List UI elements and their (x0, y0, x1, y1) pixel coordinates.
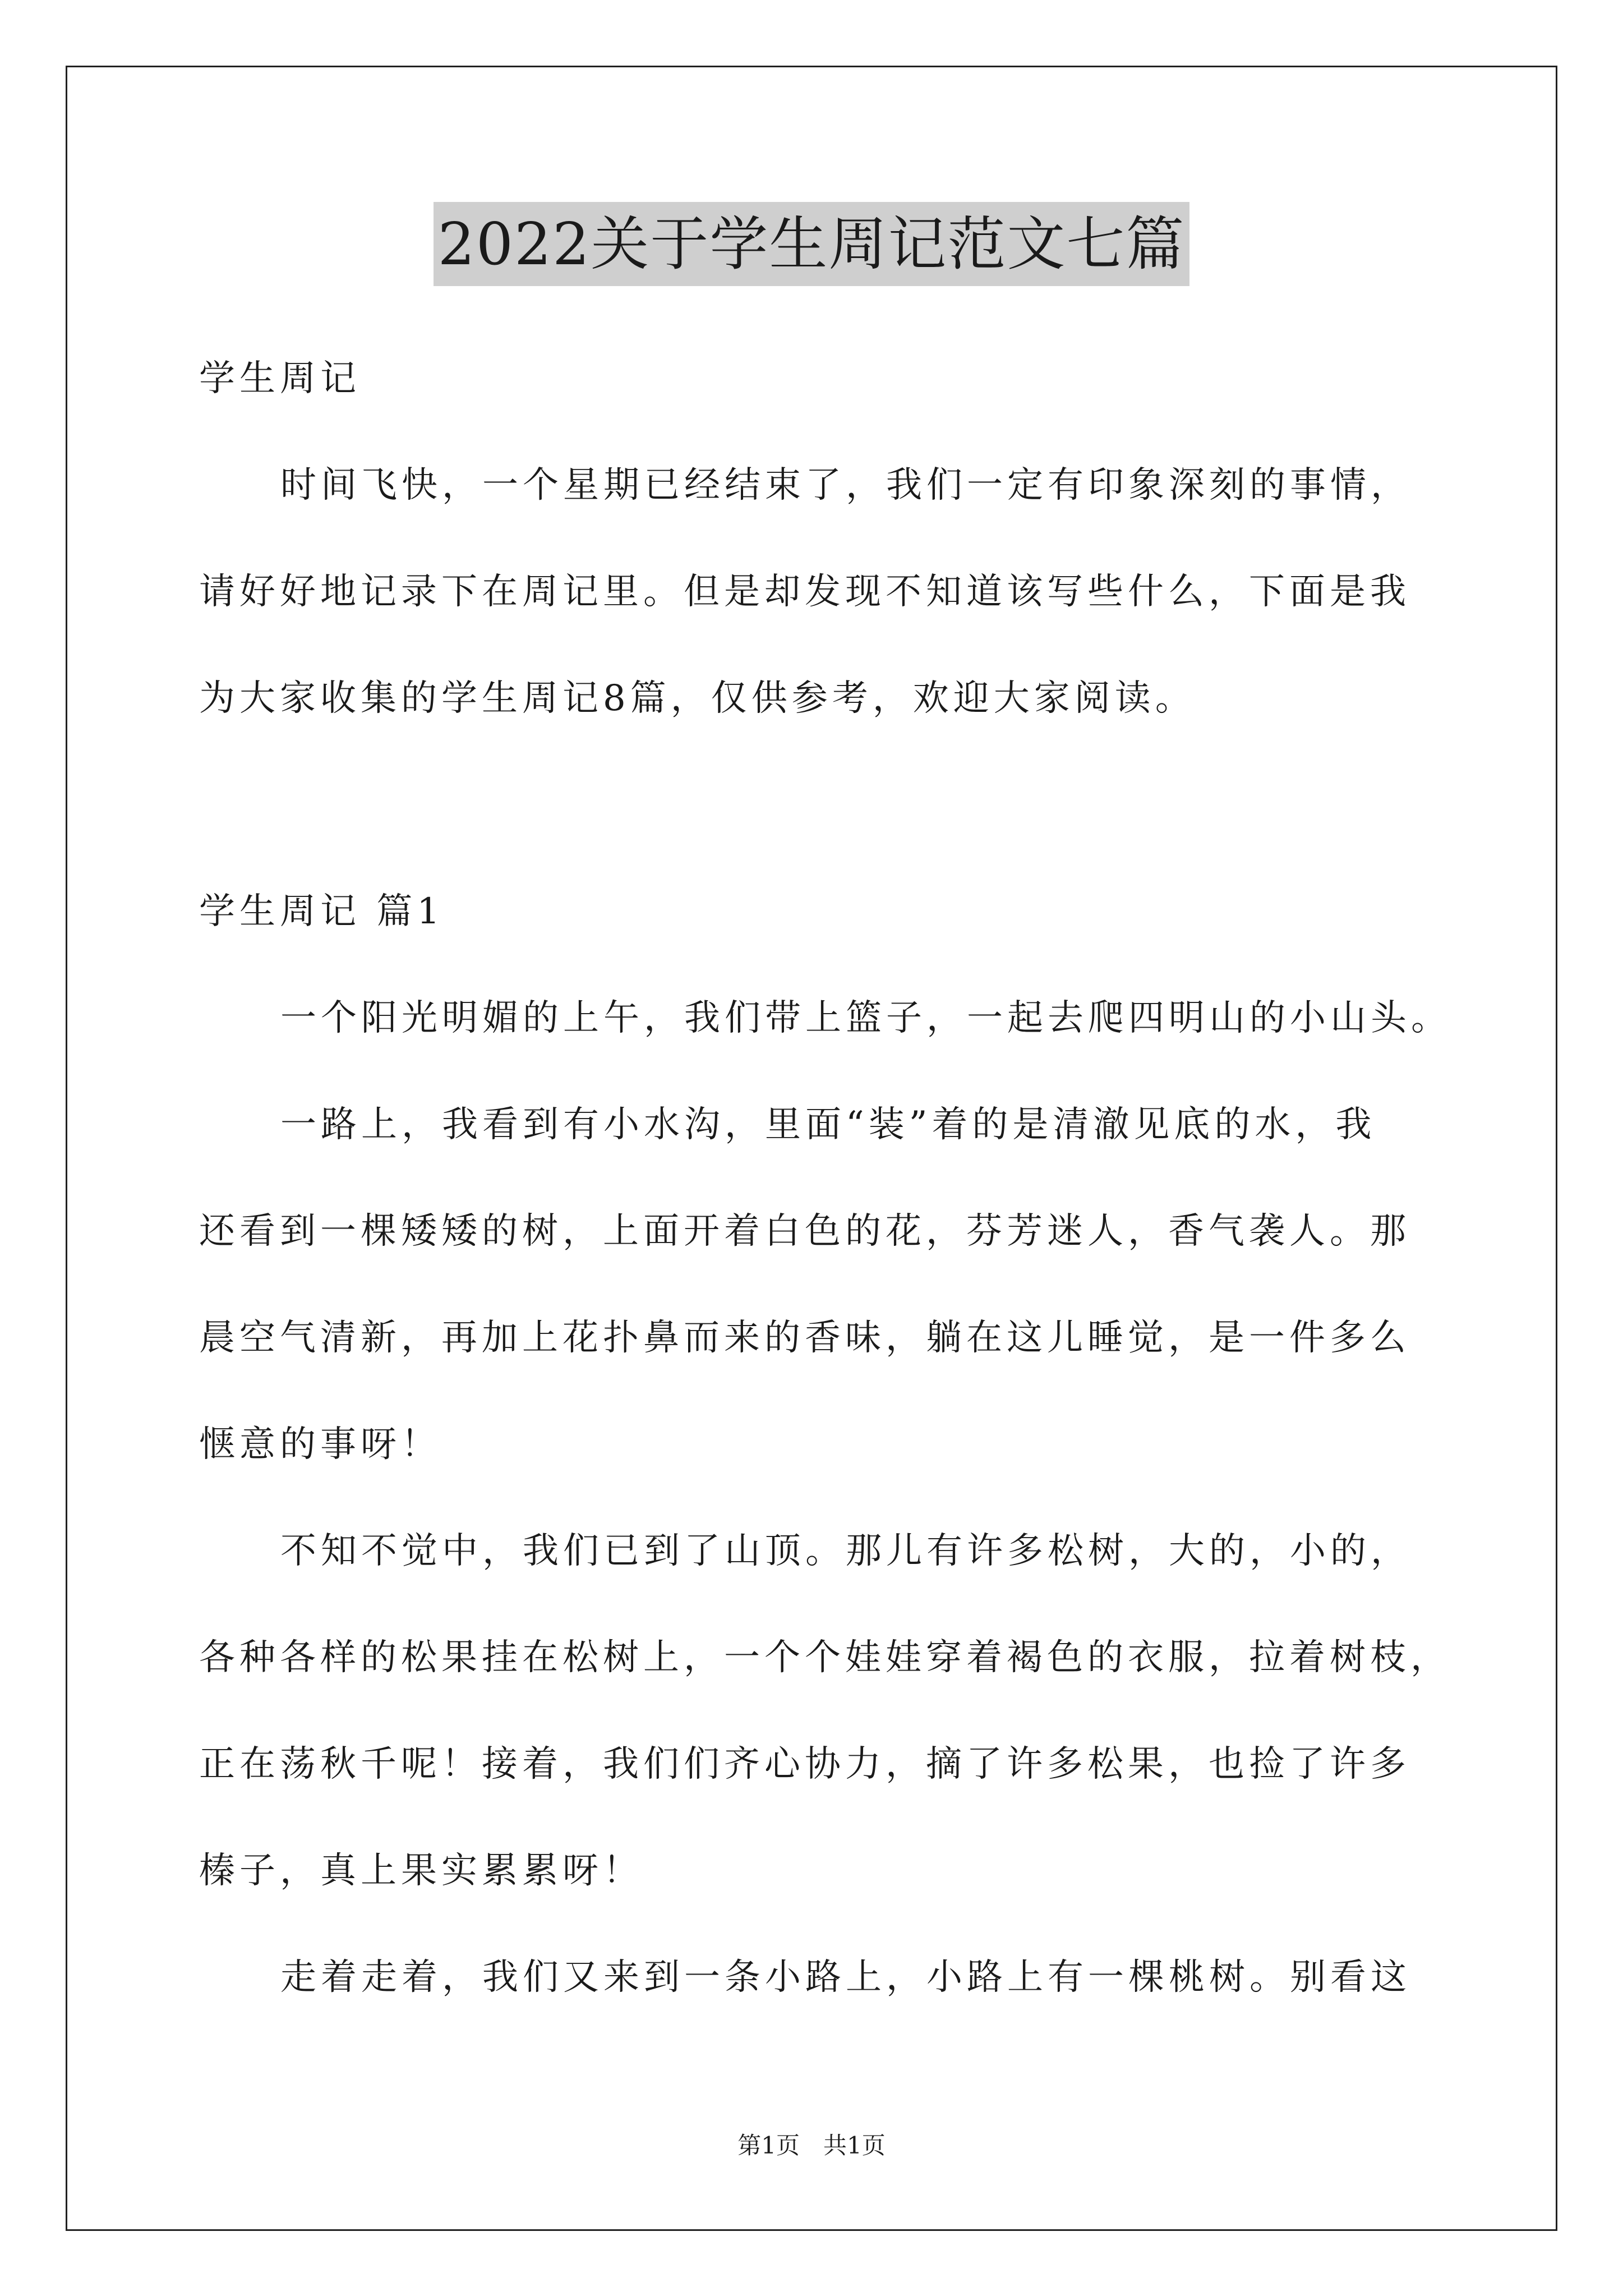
paragraph-line: 各种各样的松果挂在松树上，一个个娃娃穿着褐色的衣服，拉着树枝， (199, 1637, 1451, 1678)
paragraph-line: 不知不觉中，我们已到了山顶。那儿有许多松树，大的，小的， (280, 1530, 1411, 1572)
title-container (0, 202, 1623, 286)
paragraph-line: 晨空气清新，再加上花扑鼻而来的香味，躺在这儿睡觉，是一件多么 (199, 1317, 1410, 1359)
page-footer: 第1页 共1页 (737, 2132, 886, 2159)
document-title: 2022关于学生周记范文七篇 (434, 202, 1190, 286)
paragraph-line: 时间飞快，一个星期已经结束了，我们一定有印象深刻的事情， (280, 464, 1411, 506)
paragraph-line: 惬意的事呀！ (199, 1424, 441, 1465)
paragraph-line: 走着走着，我们又来到一条小路上，小路上有一棵桃树。别看这 (280, 1957, 1411, 1998)
paragraph-line: 一路上，我看到有小水沟，里面“装”着的是清澈见底的水，我 (280, 1104, 1376, 1145)
paragraph-line: 请好好地记录下在周记里。但是却发现不知道该写些什么，下面是我 (199, 571, 1410, 613)
section-heading: 学生周记 篇1 (199, 891, 445, 932)
paragraph-line: 为大家收集的学生周记8篇，仅供参考，欢迎大家阅读。 (199, 678, 1196, 719)
paragraph-line: 还看到一棵矮矮的树，上面开着白色的花，芬芳迷人，香气袭人。那 (199, 1211, 1410, 1252)
paragraph-line: 一个阳光明媚的上午，我们带上篮子，一起去爬四明山的小山头。 (280, 997, 1451, 1039)
paragraph-line: 正在荡秋千呢！接着，我们们齐心协力，摘了许多松果，也捡了许多 (199, 1743, 1410, 1785)
paragraph-line: 榛子，真上果实累累呀！ (199, 1850, 643, 1892)
intro-heading: 学生周记 (199, 358, 361, 399)
